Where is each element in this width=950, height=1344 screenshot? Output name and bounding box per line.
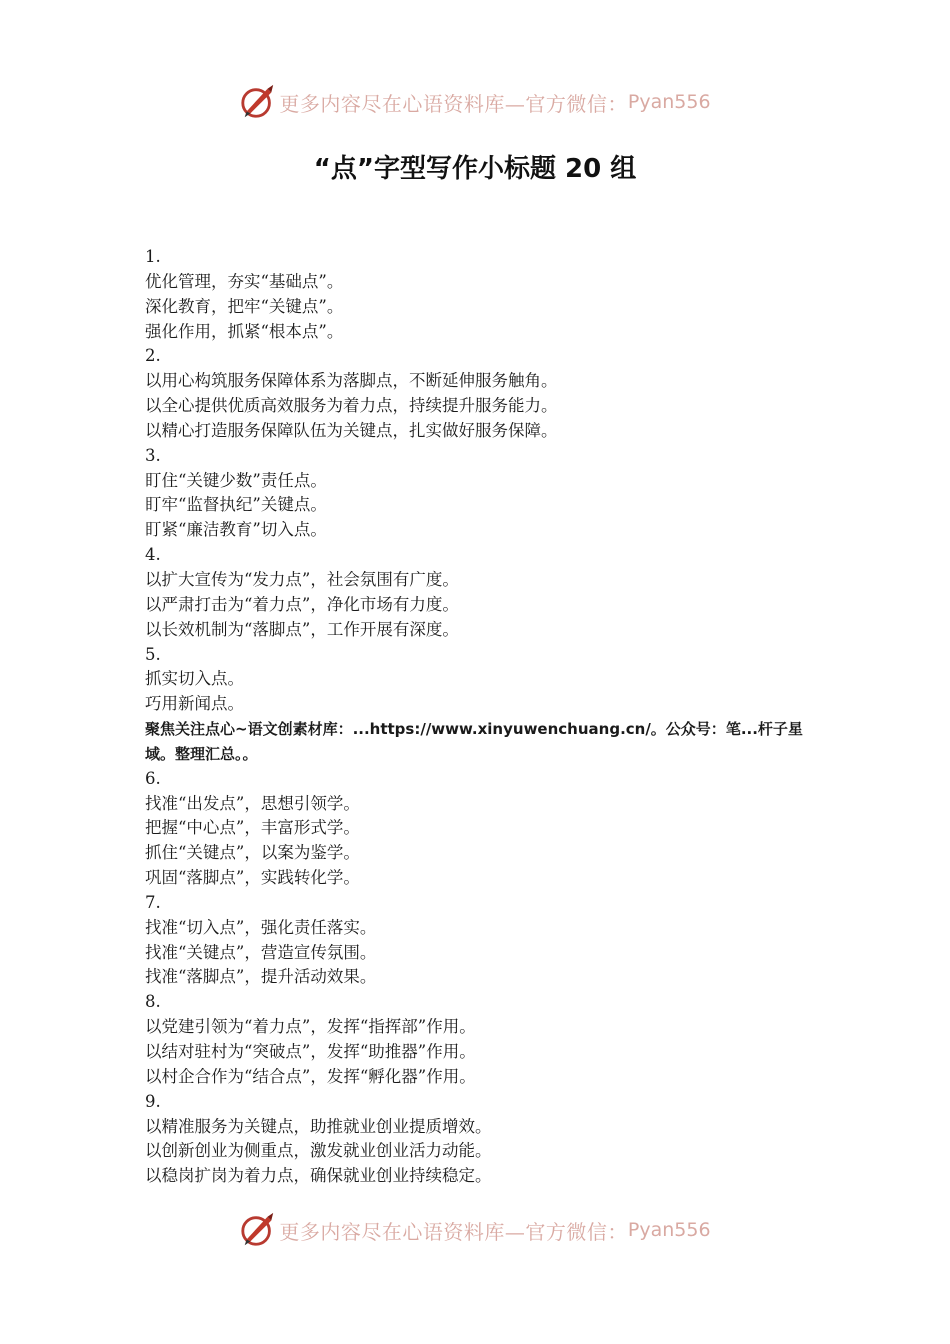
page-title: “点”字型写作小标题 20 组: [313, 154, 637, 184]
heading-line: 盯牢“监督执纪”关键点。: [145, 495, 327, 515]
heading-line: 以党建引领为“着力点”，发挥“指挥部”作用。: [145, 1017, 476, 1037]
heading-line: 抓住“关键点”，以案为鉴学。: [145, 843, 360, 863]
heading-line: 优化管理，夯实“基础点”。: [145, 271, 344, 291]
heading-line: 以稳岗扩岗为着力点，确保就业创业持续稳定。: [145, 1166, 492, 1186]
heading-line: 以村企合作为“结合点”，发挥“孵化器”作用。: [145, 1066, 476, 1086]
footer-watermark: [0, 1208, 950, 1252]
header-watermark: [0, 80, 950, 124]
groups-section-b: [145, 767, 815, 1189]
groups-section-a: [145, 245, 815, 717]
group-number: 6.: [145, 768, 161, 788]
heading-line: 以扩大宣传为“发力点”，社会氛围有广度。: [145, 569, 459, 589]
watermark-inner: [239, 1211, 710, 1249]
heading-line: 抓实切入点。: [145, 669, 244, 689]
heading-line: 以结对驻村为“突破点”，发挥“助推器”作用。: [145, 1042, 476, 1061]
watermark-wechat-id: Pyan556: [627, 91, 711, 113]
group-number: 4.: [145, 545, 161, 565]
group-number: 9.: [145, 1091, 161, 1111]
heading-line: 巩固“落脚点”，实践转化学。: [145, 868, 360, 888]
heading-line: 以精准服务为关键点，助推就业创业提质增效。: [145, 1116, 492, 1136]
group-number: 3.: [145, 445, 161, 465]
pen-logo-icon: [239, 83, 277, 121]
source-note: 聚焦关注点心~语文创素材库：...https://www.xinyuwenchuang.cn/。公众号：笔...杆子星域。整理汇总。。: [145, 720, 803, 763]
group-number: 2.: [145, 346, 161, 366]
heading-line: 以精心打造服务保障队伍为关键点，扎实做好服务保障。: [145, 420, 558, 440]
heading-line: 以创新创业为侧重点，激发就业创业活力动能。: [145, 1141, 492, 1161]
heading-line: 以用心构筑服务保障体系为落脚点，不断延伸服务触角。: [145, 371, 558, 391]
group-number: 1.: [145, 247, 161, 266]
heading-line: 盯住“关键少数”责任点。: [145, 470, 327, 490]
heading-line: 找准“切入点”，强化责任落实。: [145, 917, 377, 937]
watermark-inner: [239, 83, 710, 121]
heading-line: 找准“落脚点”，提升活动效果。: [145, 967, 377, 987]
heading-line: 以长效机制为“落脚点”，工作开展有深度。: [145, 619, 459, 639]
pen-logo-icon: [239, 1211, 277, 1249]
heading-line: 盯紧“廉洁教育”切入点。: [145, 520, 327, 540]
heading-line: 把握“中心点”，丰富形式学。: [145, 818, 360, 838]
heading-line: 找准“出发点”，思想引领学。: [145, 793, 360, 813]
group-number: 8.: [145, 992, 161, 1012]
watermark-wechat-id: Pyan556: [627, 1219, 711, 1241]
group-number: 5.: [145, 644, 161, 664]
heading-line: 深化教育，把牢“关键点”。: [145, 296, 344, 316]
heading-line: 以严肃打击为“着力点”，净化市场有力度。: [145, 594, 459, 614]
heading-line: 以全心提供优质高效服务为着力点，持续提升服务能力。: [145, 396, 558, 416]
document-body: [145, 245, 815, 1189]
watermark-text: 更多内容尽在心语资料库—官方微信：: [279, 1219, 628, 1244]
watermark-text: 更多内容尽在心语资料库—官方微信：: [279, 91, 628, 116]
heading-line: 巧用新闻点。: [145, 694, 244, 714]
heading-line: 找准“关键点”，营造宣传氛围。: [145, 942, 377, 962]
heading-line: 强化作用，抓紧“根本点”。: [145, 321, 344, 341]
group-number: 7.: [145, 892, 161, 912]
